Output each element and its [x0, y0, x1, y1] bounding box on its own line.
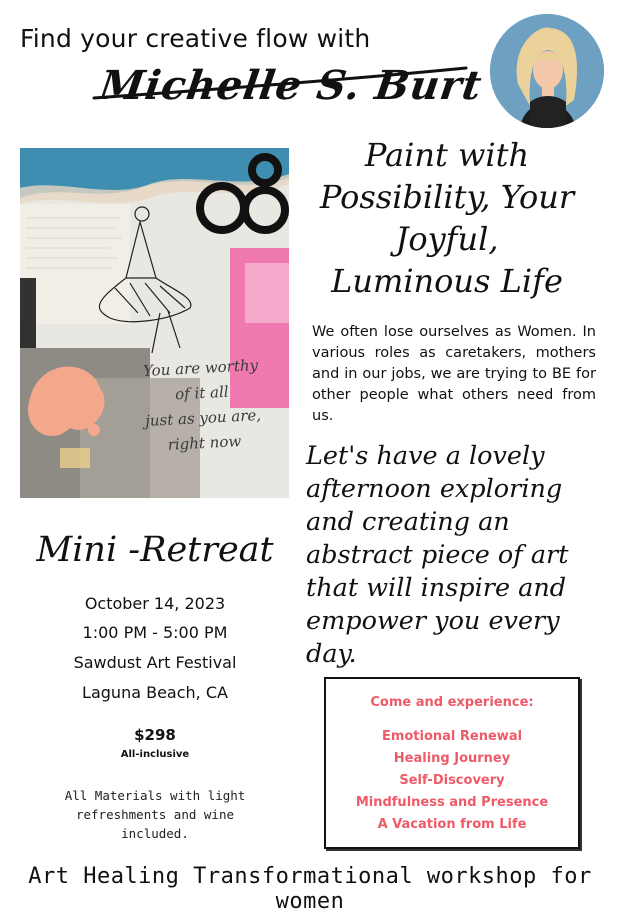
signature-logo: Michelle S. Burt [96, 62, 486, 109]
experience-box [324, 677, 580, 849]
event-venue: Sawdust Art Festival [73, 653, 237, 672]
artwork-quote [117, 352, 287, 460]
materials-note: All Materials with light refreshments and wine included. [64, 788, 246, 841]
artwork-image [20, 148, 289, 498]
list-item: A Vacation from Life [377, 817, 527, 832]
quote-line: right now [167, 432, 242, 454]
headline: Paint with Possibility, Your Joyful, Luminous Life [319, 136, 575, 300]
list-item: Mindfulness and Presence [355, 795, 549, 810]
experience-list [326, 726, 578, 836]
list-item: Self-Discovery [399, 773, 505, 788]
list-item: Healing Journey [393, 751, 511, 766]
price-note: All-inclusive [120, 749, 190, 760]
event-title: Mini -Retreat [36, 530, 274, 570]
quote-line: You are worthy [142, 356, 259, 381]
intro-text: Find your creative flow with [20, 24, 371, 53]
portrait-photo [490, 14, 604, 128]
event-date: October 14, 2023 [84, 594, 226, 613]
quote-line: of it all [174, 382, 229, 404]
intro-paragraph: We often lose ourselves as Women. In various roles as caretakers, mothers and in our jobs, we are trying to BE for other people what others need from us. [312, 324, 596, 424]
invitation-text: Let's have a lovely afternoon exploring and creating an abstract piece of art that will inspire and empower you every day. [306, 441, 569, 669]
list-item: Emotional Renewal [381, 729, 523, 744]
quote-line: just as you are, [144, 405, 262, 431]
event-time: 1:00 PM - 5:00 PM [82, 623, 228, 642]
event-city: Laguna Beach, CA [82, 683, 228, 702]
experience-heading: Come and experience: [370, 695, 534, 710]
footer-tagline: Art Healing Transformational workshop for women [28, 864, 592, 914]
event-price: $298 [134, 726, 176, 744]
